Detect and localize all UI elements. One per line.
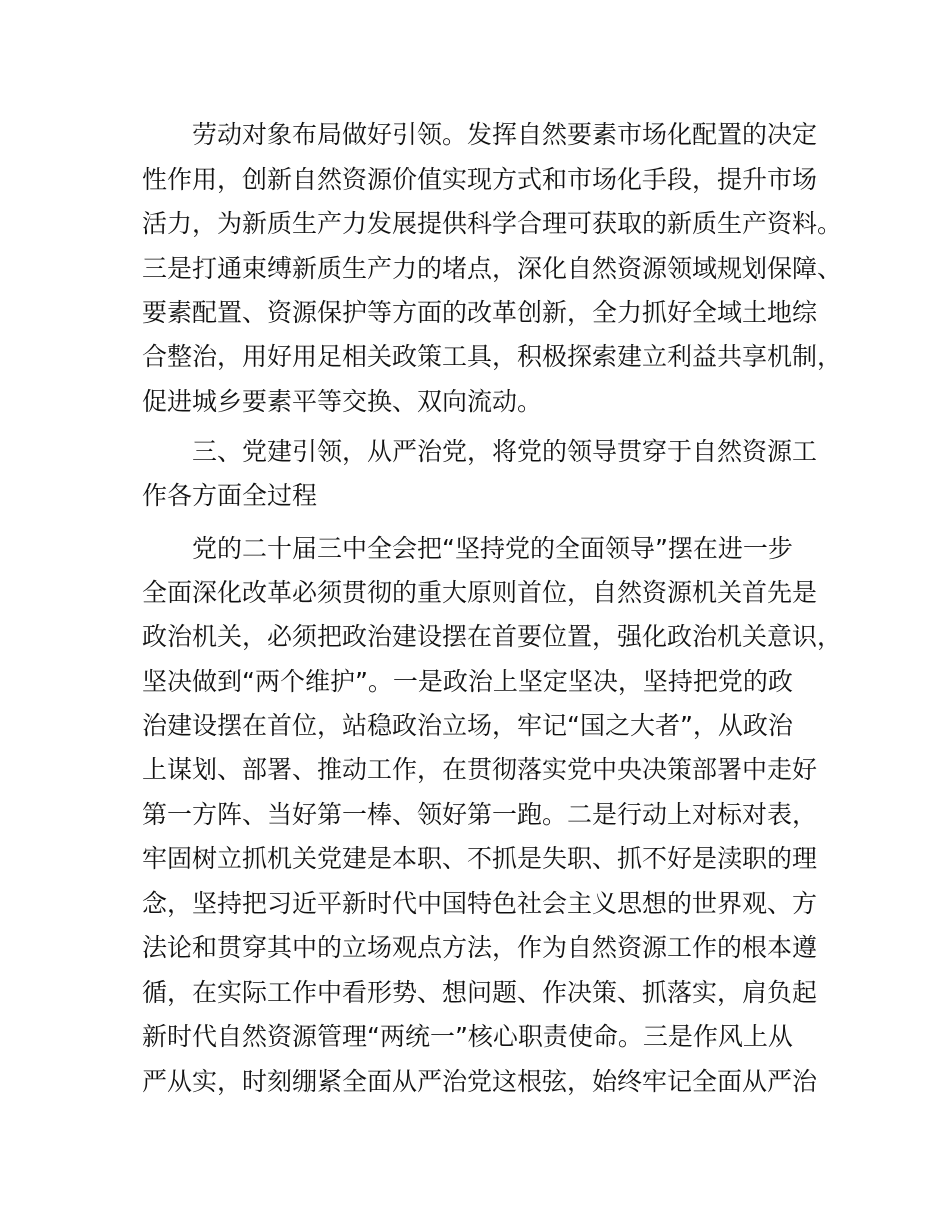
- text-line: 法论和贯穿其中的立场观点方法，作为自然资源工作的根本遵: [142, 933, 818, 962]
- text-line: 念，坚持把习近平新时代中国特色社会主义思想的世界观、方: [142, 889, 818, 918]
- text-line: 第一方阵、当好第一棒、领好第一跑。二是行动上对标对表，: [142, 800, 818, 829]
- text-line: 三是打通束缚新质生产力的堵点，深化自然资源领域规划保障、: [142, 254, 843, 283]
- text-line: 促进城乡要素平等交换、双向流动。: [142, 387, 543, 416]
- text-line: 上谋划、部署、推动工作，在贯彻落实党中央决策部署中走好: [142, 755, 818, 784]
- text-line: 合整治，用好用足相关政策工具，积极探索建立利益共享机制，: [142, 342, 843, 371]
- text-line: 严从实，时刻绷紧全面从严治党这根弦，始终牢记全面从严治: [142, 1067, 818, 1096]
- text-line: 要素配置、资源保护等方面的改革创新，全力抓好全域土地综: [142, 298, 818, 327]
- text-line: 党的二十届三中全会把“坚持党的全面领导”摆在进一步: [192, 534, 793, 563]
- section-heading-line: 三、党建引领，从严治党，将党的领导贯穿于自然资源工: [192, 437, 818, 466]
- text-line: 循，在实际工作中看形势、想问题、作决策、抓落实，肩负起: [142, 978, 818, 1007]
- section-heading-line: 作各方面全过程: [142, 481, 318, 510]
- text-line: 政治机关，必须把政治建设摆在首要位置，强化政治机关意识，: [142, 622, 843, 651]
- text-line: 全面深化改革必须贯彻的重大原则首位，自然资源机关首先是: [142, 578, 818, 607]
- text-line: 牢固树立抓机关党建是本职、不抓是失职、抓不好是渎职的理: [142, 844, 818, 873]
- text-line: 新时代自然资源管理“两统一”核心职责使命。三是作风上从: [142, 1022, 793, 1051]
- text-line: 劳动对象布局做好引领。发挥自然要素市场化配置的决定: [192, 120, 818, 149]
- text-line: 性作用，创新自然资源价值实现方式和市场化手段，提升市场: [142, 165, 818, 194]
- text-line: 活力，为新质生产力发展提供科学合理可获取的新质生产资料。: [142, 209, 843, 238]
- text-line: 坚决做到“两个维护”。一是政治上坚定坚决，坚持把党的政: [142, 667, 793, 696]
- text-line: 治建设摆在首位，站稳政治立场，牢记“国之大者”，从政治: [142, 711, 793, 740]
